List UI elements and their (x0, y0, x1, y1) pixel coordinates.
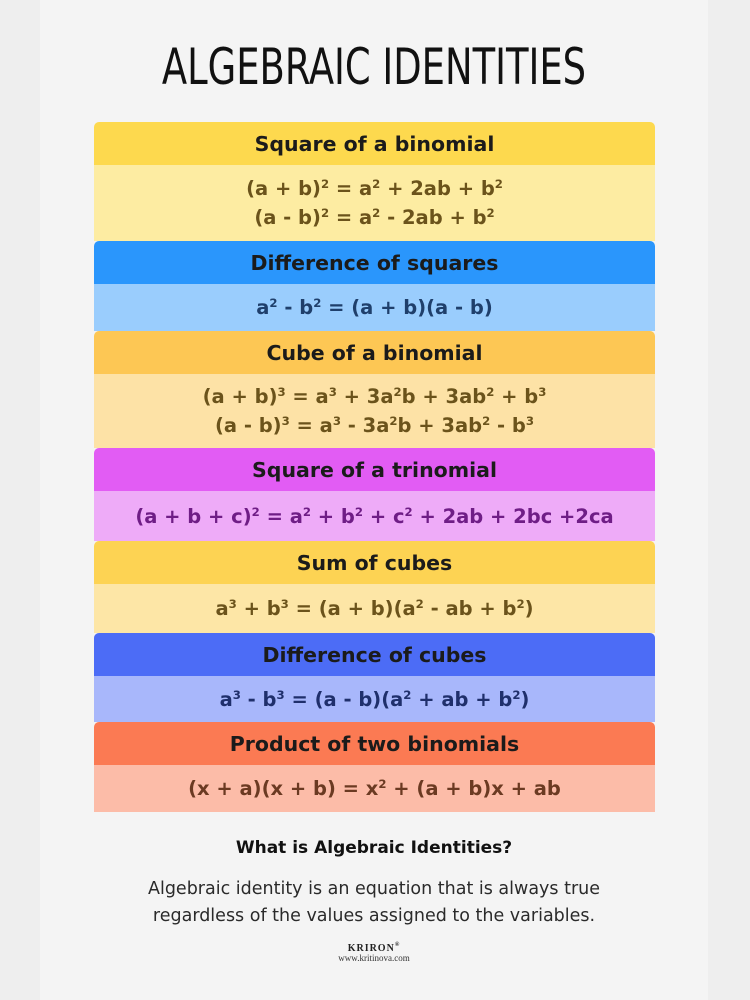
formula-exponent: 3 (538, 384, 547, 399)
formula-text: - b (240, 687, 277, 711)
formula-exponent: 2 (486, 384, 495, 399)
formula-text: - ab + b (423, 597, 517, 620)
formula-line (215, 414, 534, 437)
formula-exponent: 3 (280, 596, 289, 611)
formula-exponent: 2 (320, 176, 330, 191)
identity-formulas (94, 284, 655, 331)
formula-exponent: 2 (251, 504, 260, 519)
formula-exponent: 2 (404, 504, 413, 519)
formula-exponent: 2 (389, 413, 398, 428)
identity-formulas (94, 374, 655, 448)
identity-formulas (94, 676, 655, 722)
formula-exponent: 3 (228, 596, 237, 611)
formula-text: + 2ab + b (380, 177, 495, 200)
formula-exponent: 2 (302, 504, 312, 519)
formula-text: - b (277, 296, 314, 319)
identity-section (94, 122, 655, 241)
formula-text: + ab + b (411, 687, 513, 711)
formula-exponent: 2 (354, 504, 364, 519)
formula-exponent: 3 (277, 384, 286, 399)
formula-text: + c (363, 504, 405, 528)
formula-text: (a + b) (202, 385, 278, 408)
formula-text: = a (329, 177, 373, 200)
formula-text: a (215, 597, 229, 620)
identity-heading: Difference of cubes (94, 633, 655, 676)
formula-exponent: 2 (393, 384, 402, 399)
formula-text: = a (329, 206, 373, 229)
formula-line (256, 296, 492, 319)
brand-url: www.kritinova.com (338, 953, 410, 963)
formula-text: + 2ab + 2bc +2ca (412, 504, 614, 528)
formula-text: b + 3ab (397, 414, 483, 437)
formula-line (246, 177, 503, 200)
formula-text: - 3a (340, 414, 390, 437)
formula-exponent: 2 (378, 776, 387, 791)
formula-text: (a - b) (214, 414, 282, 437)
identity-heading: Sum of cubes (94, 541, 655, 584)
formula-exponent: 3 (525, 413, 534, 428)
brand-logo (40, 943, 708, 963)
formula-line (254, 206, 494, 229)
formula-exponent: 3 (328, 384, 337, 399)
formula-exponent: 2 (512, 687, 521, 702)
identity-heading: Product of two binomials (94, 722, 655, 765)
formula-line (220, 688, 530, 711)
question-heading: What is Algebraic Identities? (235, 838, 513, 858)
formula-exponent: 2 (403, 687, 412, 702)
formula-exponent: 2 (313, 295, 322, 310)
formula-text: (a + b) (246, 177, 321, 200)
formula-exponent: 2 (516, 596, 525, 611)
identities-list (94, 122, 655, 812)
formula-exponent: 2 (372, 205, 381, 220)
formula-text: = a (289, 414, 333, 437)
formula-text: (x + a)(x + b) = x (188, 777, 379, 800)
formula-exponent: 3 (332, 413, 341, 428)
formula-line (215, 597, 533, 620)
identity-heading: Square of a trinomial (94, 448, 655, 491)
formula-text: + (a + b)x + ab (386, 777, 561, 800)
formula-exponent: 2 (372, 176, 381, 191)
identity-formulas (94, 165, 655, 241)
brand-name: KRIRON® (347, 942, 401, 954)
formula-text: ) (520, 687, 530, 711)
formula-exponent: 3 (232, 687, 241, 702)
formula-line (188, 777, 561, 800)
identity-section (94, 722, 655, 812)
identity-formulas (94, 491, 655, 541)
formula-text: + b (236, 597, 281, 620)
formula-text: (a - b) (254, 206, 321, 229)
identity-section (94, 331, 655, 448)
formula-exponent: 3 (276, 687, 285, 702)
formula-exponent: 3 (281, 413, 290, 428)
formula-text: + 3a (336, 385, 394, 408)
identity-heading: Cube of a binomial (94, 331, 655, 374)
formula-exponent: 2 (320, 205, 330, 220)
formula-text: - b (490, 414, 526, 437)
identity-section (94, 241, 655, 331)
formula-exponent: 2 (486, 205, 495, 220)
formula-text: = (a + b)(a (288, 597, 416, 620)
identity-formulas (94, 765, 655, 812)
identity-heading: Difference of squares (94, 241, 655, 284)
poster-title: ALGEBRAIC IDENTITIES (161, 38, 587, 96)
identity-formulas (94, 584, 655, 633)
definition-text: Algebraic identity is an equation that is always true regardless of the values assigned to the variables. (147, 879, 601, 926)
formula-text: b + 3ab (401, 385, 487, 408)
formula-text: a (219, 687, 233, 711)
formula-line (203, 385, 547, 408)
formula-text: = a (259, 504, 303, 528)
formula-text: + b (311, 504, 355, 528)
formula-text: = a (285, 385, 329, 408)
formula-text: = (a - b)(a (284, 687, 404, 711)
formula-exponent: 2 (415, 596, 424, 611)
formula-text: (a + b + c) (135, 504, 252, 528)
identity-section (94, 541, 655, 633)
formula-text: + b (494, 385, 539, 408)
formula-exponent: 2 (269, 295, 278, 310)
identity-section (94, 633, 655, 722)
identity-heading: Square of a binomial (94, 122, 655, 165)
formula-exponent: 2 (494, 176, 503, 191)
formula-text: = (a + b)(a - b) (321, 296, 493, 319)
formula-text: ) (524, 597, 534, 620)
formula-exponent: 2 (482, 413, 491, 428)
poster (40, 0, 708, 1000)
formula-text: a (256, 296, 270, 319)
formula-line (135, 505, 613, 528)
formula-text: - 2ab + b (380, 206, 487, 229)
identity-section (94, 448, 655, 541)
